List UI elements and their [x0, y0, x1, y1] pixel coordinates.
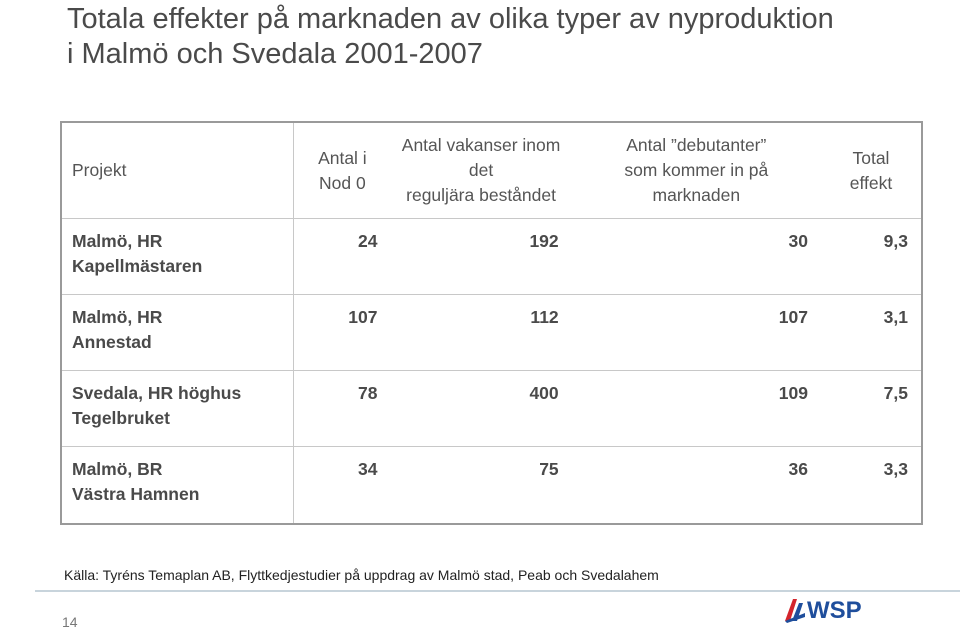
header-vakanser: Antal vakanser inom det reguljära beståndet: [390, 122, 571, 219]
cell-project-name: Malmö, BR Västra Hamnen: [61, 447, 294, 525]
cell-project-name: Malmö, HR Annestad: [61, 295, 294, 371]
page-number: 14: [62, 614, 78, 630]
wsp-logo-mark-icon: [785, 599, 805, 623]
table-header-row: [61, 122, 922, 219]
cell-vakanser: 400: [390, 371, 571, 447]
cell-debutanter: 109: [572, 371, 821, 447]
footer-divider: [35, 590, 960, 592]
effects-table: [60, 121, 923, 525]
wsp-logo: [783, 593, 879, 623]
slide-title-line-2: i Malmö och Svedala 2001-2007: [67, 38, 483, 70]
cell-total: 3,1: [821, 295, 922, 371]
slide-title-line-1: Totala effekter på marknaden av olika typer av nyproduktion: [67, 3, 834, 35]
cell-nod0: 24: [294, 219, 391, 295]
wsp-logo-text: WSP: [807, 597, 862, 623]
cell-vakanser: 75: [390, 447, 571, 525]
cell-nod0: 34: [294, 447, 391, 525]
cell-project-name: Svedala, HR höghus Tegelbruket: [61, 371, 294, 447]
cell-vakanser: 192: [390, 219, 571, 295]
header-debutanter: Antal ”debutanter” som kommer in på marknaden: [572, 122, 821, 219]
cell-vakanser: 112: [390, 295, 571, 371]
header-total-effekt: Total effekt: [821, 122, 922, 219]
table-row: [61, 447, 922, 525]
cell-debutanter: 30: [572, 219, 821, 295]
cell-nod0: 78: [294, 371, 391, 447]
table-row: [61, 295, 922, 371]
table-row: [61, 219, 922, 295]
table-row: [61, 371, 922, 447]
cell-total: 3,3: [821, 447, 922, 525]
cell-total: 7,5: [821, 371, 922, 447]
cell-total: 9,3: [821, 219, 922, 295]
cell-nod0: 107: [294, 295, 391, 371]
cell-debutanter: 107: [572, 295, 821, 371]
cell-project-name: Malmö, HR Kapellmästaren: [61, 219, 294, 295]
header-projekt: Projekt: [61, 122, 294, 219]
slide-title: [67, 2, 947, 72]
source-note: Källa: Tyréns Temaplan AB, Flyttkedjestudier på uppdrag av Malmö stad, Peab och Svedalahem: [64, 567, 659, 583]
cell-debutanter: 36: [572, 447, 821, 525]
header-antal-nod0: Antal i Nod 0: [294, 122, 391, 219]
